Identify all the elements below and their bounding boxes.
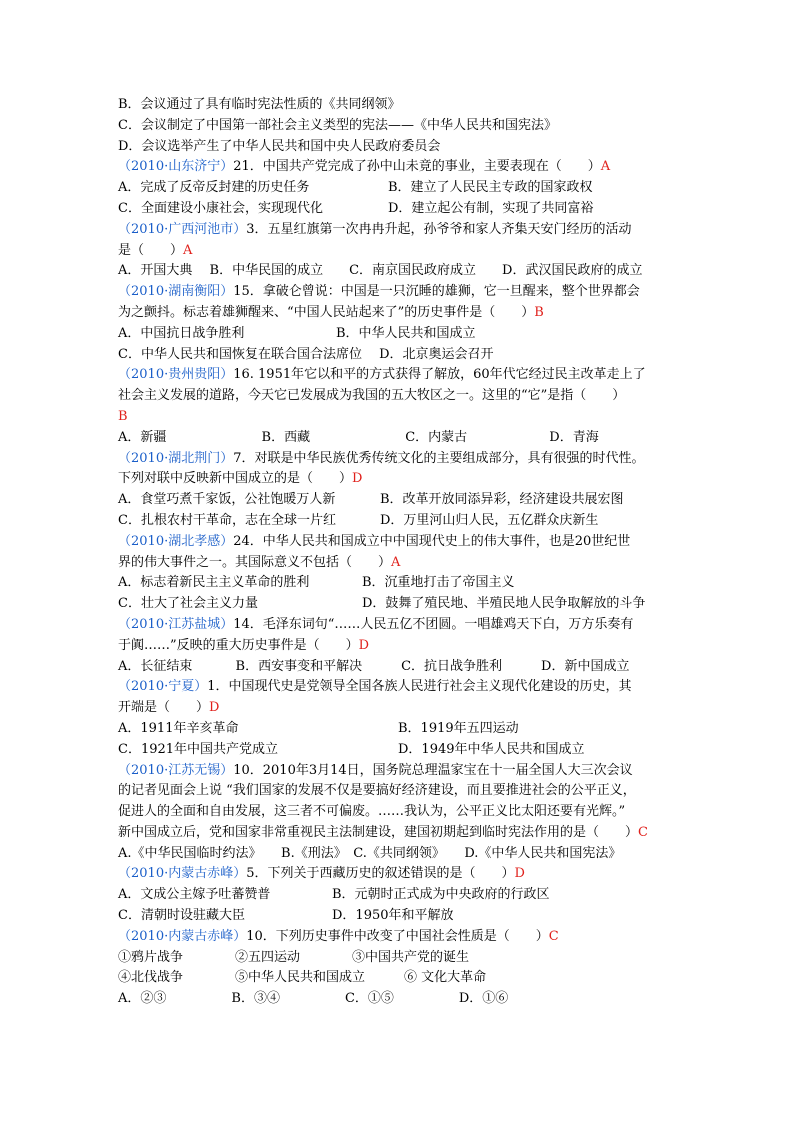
line-text: 3．五星红旗第一次冉冉升起，孙爷爷和家人齐集天安门经历的活动: [246, 221, 632, 237]
text-line: [118, 802, 698, 823]
question-source: （2010·江苏盐城）: [118, 616, 234, 632]
option-left: A．标志着新民主主义革命的胜利: [118, 575, 310, 591]
line-text: 10．2010年3月14日，国务院总理温家宝在十一届全国人大三次会议: [233, 762, 633, 778]
line-text: 界的伟大事件之一。其国际意义不包括（ ）: [118, 554, 392, 570]
text-line: [118, 885, 698, 906]
option-right: D．鼓舞了殖民地、半殖民地人民争取解放的斗争: [362, 596, 646, 612]
question-source: （2010·广西河池市）: [118, 221, 247, 237]
text-line: [118, 573, 698, 594]
text-line: [118, 241, 698, 262]
text-line: [118, 927, 698, 948]
answer-key: C: [548, 928, 559, 944]
answer-key: A: [600, 159, 611, 175]
text-line: [118, 968, 698, 989]
option-right: D．建立起公有制，实现了共同富裕: [388, 200, 594, 216]
text-line: [118, 428, 698, 449]
text-line: [118, 761, 698, 782]
text-line: [118, 157, 698, 178]
question-source: （2010·贵州贵阳）: [118, 367, 234, 383]
text-line: [118, 282, 698, 303]
option-right: D．1950年和平解放: [332, 908, 454, 924]
answer-key: A: [391, 554, 401, 570]
exam-page: [118, 95, 698, 1010]
text-line: [118, 657, 698, 678]
line-text: A.《中华民国临时约法》 B.《刑法》 C.《共同纲领》 D.《中华人民共和国宪法》: [118, 845, 622, 861]
option-right: B．改革开放同添异彩，经济建设共展宏图: [380, 492, 624, 508]
option-left: A．食堂巧煮千家饭，公社饱暖万人新: [118, 492, 336, 508]
text-line: [118, 407, 698, 428]
text-line: [118, 365, 698, 386]
text-line: [118, 823, 698, 844]
question-source: （2010·宁夏）: [118, 679, 208, 695]
text-line: [118, 948, 698, 969]
answer-key: D: [358, 637, 370, 653]
question-source: （2010·湖北荆门）: [118, 450, 234, 466]
line-text: A．长征结束 B．西安事变和平解决 C．抗日战争胜利 D．新中国成立: [118, 658, 630, 674]
line-text: 7．对联是中华民族优秀传统文化的主要组成部分，具有很强的时代性。: [233, 450, 645, 466]
answer-key: D: [514, 866, 525, 882]
option-left: A．1911年辛亥革命: [118, 720, 239, 736]
text-line: [118, 677, 698, 698]
option-left: C．清朝时设驻藏大臣: [118, 908, 245, 924]
line-text: 社会主义发展的道路，今天它已发展成为我国的五大牧区之一。这里的“它”是指（ ）: [118, 388, 626, 404]
text-line: [118, 490, 698, 511]
option-left: C．壮大了社会主义力量: [118, 596, 258, 612]
line-text: B．会议通过了具有临时宪法性质的《共同纲领》: [118, 97, 401, 112]
line-text: 促进人的全面和自由发展，这三者不可偏废。……我认为，公平正义比太阳还要有光辉。”: [118, 804, 626, 820]
line-text: 开端是（ ）: [118, 700, 210, 716]
text-line: [118, 719, 698, 740]
option-right: D．万里河山归人民，五亿群众庆新生: [380, 512, 599, 528]
text-line: [118, 864, 698, 885]
text-line: [118, 532, 698, 553]
line-text: 1．中国现代史是党领导全国各族人民进行社会主义现代化建设的历史，其: [207, 679, 632, 695]
line-text: D．会议选举产生了中华人民共和国中央人民政府委员会: [118, 138, 441, 154]
line-text: A．②③ B．③④ C．①⑤ D．①⑥: [118, 991, 509, 1007]
line-text: 于阗……”反映的重大历史事件是（ ）: [118, 637, 359, 653]
question-source: （2010·内蒙古赤峰）: [118, 928, 247, 944]
text-line: [118, 906, 698, 927]
option-right: B．元朝时正式成为中央政府的行政区: [332, 887, 550, 903]
question-source: （2010·内蒙古赤峰）: [118, 866, 247, 882]
text-line: [118, 469, 698, 490]
text-line: [118, 511, 698, 532]
text-line: [118, 116, 698, 137]
question-source: （2010·湖南衡阳）: [118, 284, 234, 300]
line-text: 15．拿破仑曾说：中国是一只沉睡的雄狮，它一旦醒来，整个世界都会: [233, 284, 640, 300]
line-text: C．中华人民共和国恢复在联合国合法席位 D．北京奥运会召开: [118, 346, 494, 362]
line-text: C．会议制定了中国第一部社会主义类型的宪法——《中华人民共和国宪法》: [118, 117, 557, 133]
line-text: ④北伐战争 ⑤中华人民共和国成立 ⑥ 文化大革命: [118, 970, 487, 986]
text-line: [118, 594, 698, 615]
question-source: （2010·湖北孝感）: [118, 533, 234, 549]
line-text: A．开国大典 B．中华民国的成立 C．南京国民政府成立 D．武汉国民政府的成立: [118, 263, 643, 279]
text-line: [118, 324, 698, 345]
text-line: [118, 989, 698, 1010]
text-line: [118, 386, 698, 407]
option-right: D．1949年中华人民共和国成立: [398, 741, 585, 757]
answer-key: D: [352, 471, 363, 487]
text-line: [118, 220, 698, 241]
text-line: [118, 137, 698, 158]
line-text: 21．中国共产党完成了孙中山未竟的事业，主要表现在（ ）: [233, 159, 601, 175]
option-right: B．沉重地打击了帝国主义: [362, 575, 515, 591]
line-text: 是（ ）: [118, 242, 184, 258]
option-right: B．建立了人民民主专政的国家政权: [388, 180, 593, 196]
answer-key: B: [534, 304, 544, 320]
line-text: 24．中华人民共和国成立中中国现代史上的伟大事件，也是20世纪世: [233, 533, 631, 549]
line-text: 16. 1951年它以和平的方式获得了解放，60年代它经过民主改革走上了: [233, 367, 646, 383]
option-left: C．扎根农村干革命，志在全球一片红: [118, 512, 336, 528]
line-text: ①鸦片战争 ②五四运动 ③中国共产党的诞生: [118, 949, 470, 965]
question-source: （2010·江苏无锡）: [118, 762, 234, 778]
line-text: 下列对联中反映新中国成立的是（ ）: [118, 471, 353, 487]
text-line: [118, 449, 698, 470]
answer-key: C: [638, 824, 648, 840]
line-text: 10．下列历史事件中改变了中国社会性质是（ ）: [246, 928, 549, 944]
text-line: [118, 553, 698, 574]
text-line: [118, 178, 698, 199]
text-line: [118, 199, 698, 220]
answer-key: D: [209, 700, 220, 716]
text-line: [118, 844, 698, 865]
answer-key: B: [118, 408, 128, 424]
line-text: 5．下列关于西藏历史的叙述错误的是（ ）: [246, 866, 515, 882]
line-text: A．新疆 B．西藏 C．内蒙古 D．青海: [118, 429, 599, 445]
text-line: [118, 261, 698, 282]
option-left: C．全面建设小康社会，实现现代化: [118, 200, 323, 216]
text-line: [118, 345, 698, 366]
question-source: （2010·山东济宁）: [118, 159, 234, 175]
line-text: 的记者见面会上说 “我们国家的发展不仅是要搞好经济建设，而且要推进社会的公平正义，: [118, 783, 636, 799]
line-text: 为之颤抖。标志着雄狮醒来、“中国人民站起来了”的历史事件是（ ）: [118, 304, 535, 320]
text-line: [118, 740, 698, 761]
option-left: A．中国抗日战争胜利: [118, 325, 245, 341]
text-line: [118, 303, 698, 324]
line-text: 新中国成立后，党和国家非常重视民主法制建设，建国初期起到临时宪法作用的是（ ）: [118, 824, 639, 840]
text-line: [118, 615, 698, 636]
line-text: 14．毛泽东词句“……人民五亿不团圆。一唱雄鸡天下白，万方乐奏有: [233, 616, 634, 632]
text-line: [118, 95, 698, 116]
option-left: C．1921年中国共产党成立: [118, 741, 279, 757]
text-line: [118, 781, 698, 802]
option-right: B．1919年五四运动: [398, 720, 519, 736]
option-left: A．文成公主嫁予吐蕃赞普: [118, 887, 271, 903]
answer-key: A: [183, 242, 193, 258]
option-right: B．中华人民共和国成立: [336, 325, 476, 341]
text-line: [118, 636, 698, 657]
option-left: A．完成了反帝反封建的历史任务: [118, 180, 310, 196]
text-line: [118, 698, 698, 719]
